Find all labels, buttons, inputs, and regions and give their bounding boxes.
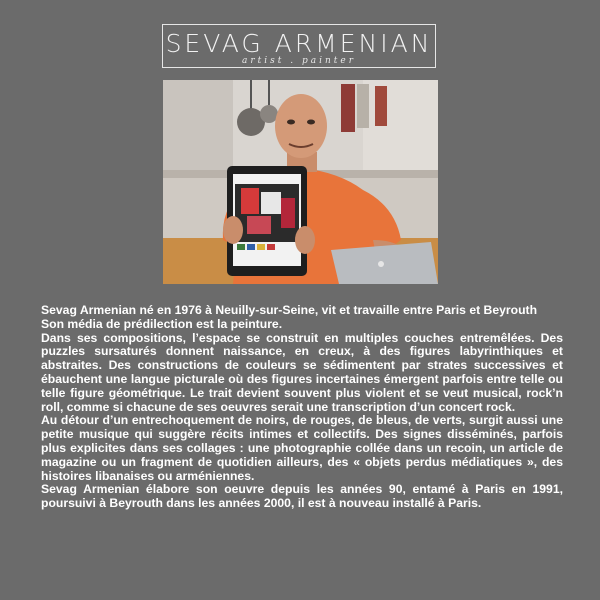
bio-medium: Son média de prédilection est la peinture. [41, 316, 283, 331]
artist-photo-illustration [163, 80, 438, 284]
bio-compositions: Dans ses compositions, l’espace se construit en multiples couches entremêlées. Des puzzles sursaturés donnent naissance, en creux, à des figures labyrinthiques et abstraites. Des constructions de couleurs se sédimentent par strates successives et ébauchent une langue picturale où des figures incertaines émergent parfois entre telle ou telle figure géométrique. Le trait devient souvent plus violent et se veut musical, rock’n roll, comme si chacune de ses oeuvres serait une transcription d’un concert rock. [41, 330, 563, 414]
logo-name: SEVAG ARMENIAN [165, 29, 433, 58]
artist-biography [41, 304, 563, 511]
bio-intro: Sevag Armenian né en 1976 à Neuilly-sur-Seine, vit et travaille entre Paris et Beyrouth [41, 303, 538, 317]
logo-tagline: artist . painter [241, 56, 357, 66]
artist-photo [163, 80, 438, 284]
bio-colors: Au détour d’un entrechoquement de noirs, de rouges, de bleus, de verts, surgit aussi une petite musique qui suggère récits intimes et collectifs. Des signes disséminés, parfois plus explicites dans ses collages : une photographie collée dans un recoin, un article de magazine ou un fragment de quotidien ailleurs, des « objets perdus médiatiques », des histoires libanaises ou arméniennes. [41, 413, 563, 483]
brand-logo [162, 24, 436, 68]
bio-career: Sevag Armenian élabore son oeuvre depuis les années 90, entamé à Paris en 1991, poursuivi à Beyrouth dans les années 2000, il est à nouveau installé à Paris. [41, 482, 563, 511]
